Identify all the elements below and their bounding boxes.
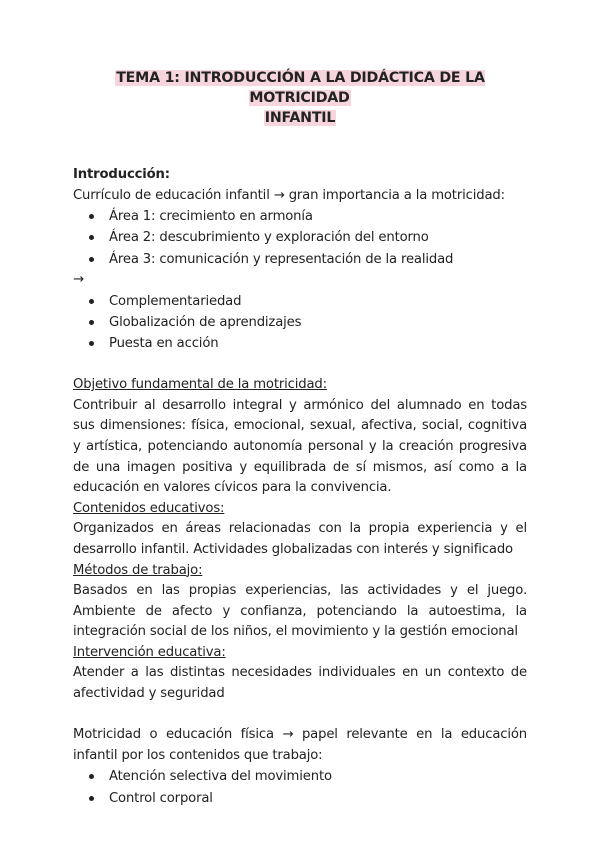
document-page <box>73 68 527 809</box>
motricidad-list <box>73 766 527 809</box>
list-item <box>73 206 527 227</box>
document-title <box>73 68 527 128</box>
title-line-1: TEMA 1: INTRODUCCIÓN A LA DIDÁCTICA DE LA MOTRICIDAD <box>116 70 485 106</box>
bullet-icon <box>89 774 94 779</box>
list-item <box>73 249 527 270</box>
list-item <box>73 766 527 787</box>
intro-heading: Introducción: <box>73 167 170 182</box>
list-item-text: Complementariedad <box>109 293 242 309</box>
list-item-text: Área 2: descubrimiento y exploración del entorno <box>109 230 429 246</box>
list-item-text: Atención selectiva del movimiento <box>109 769 332 785</box>
contenidos-heading: Contenidos educativos: <box>73 500 225 516</box>
objetivo-text: Contribuir al desarrollo integral y armónico del alumnado en todas sus dimensiones: física, emocional, sexual, afectiva, social, cognitiva y artística, potenciando autonomía personal y la creación progresiva de una imagen positiva y equilibrada de sí mismos, así como a la educación en valores cívicos para la convivencia. <box>73 397 527 496</box>
intro-line: Currículo de educación infantil → gran importancia a la motricidad: <box>73 187 505 203</box>
bullet-icon <box>89 320 94 325</box>
title-line-2: INFANTIL <box>264 110 336 126</box>
list-item <box>73 333 527 354</box>
bullet-icon <box>89 796 94 801</box>
principles-list <box>73 291 527 355</box>
metodos-heading: Métodos de trabajo: <box>73 562 203 578</box>
bullet-icon <box>89 214 94 219</box>
metodos-text: Basados en las propias experiencias, las actividades y el juego. Ambiente de afecto y confianza, potenciando la autoestima, la integración social de los niños, el movimiento y la gestión emocional <box>73 583 527 640</box>
list-item <box>73 291 527 312</box>
list-item-text: Área 3: comunicación y representación de la realidad <box>109 251 454 267</box>
list-item <box>73 312 527 333</box>
list-item-text: Puesta en acción <box>109 336 219 352</box>
list-item-text: Área 1: crecimiento en armonía <box>109 209 313 225</box>
intervencion-heading: Intervención educativa: <box>73 644 226 660</box>
list-item <box>73 227 527 248</box>
arrow-line: → <box>73 272 84 288</box>
areas-list <box>73 206 527 270</box>
bullet-icon <box>89 235 94 240</box>
bullet-icon <box>89 257 94 262</box>
list-item-text: Globalización de aprendizajes <box>109 314 302 330</box>
motricidad-text: Motricidad o educación física → papel relevante en la educación infantil por los contenidos que trabajo: <box>73 727 527 763</box>
list-item <box>73 788 527 809</box>
bullet-icon <box>89 341 94 346</box>
contenidos-text: Organizados en áreas relacionadas con la propia experiencia y el desarrollo infantil. Actividades globalizadas con interés y significado <box>73 521 527 557</box>
intervencion-text: Atender a las distintas necesidades individuales en un contexto de afectividad y seguridad <box>73 665 527 702</box>
list-item-text: Control corporal <box>109 790 213 806</box>
bullet-icon <box>89 299 94 304</box>
objetivo-heading: Objetivo fundamental de la motricidad: <box>73 377 327 393</box>
